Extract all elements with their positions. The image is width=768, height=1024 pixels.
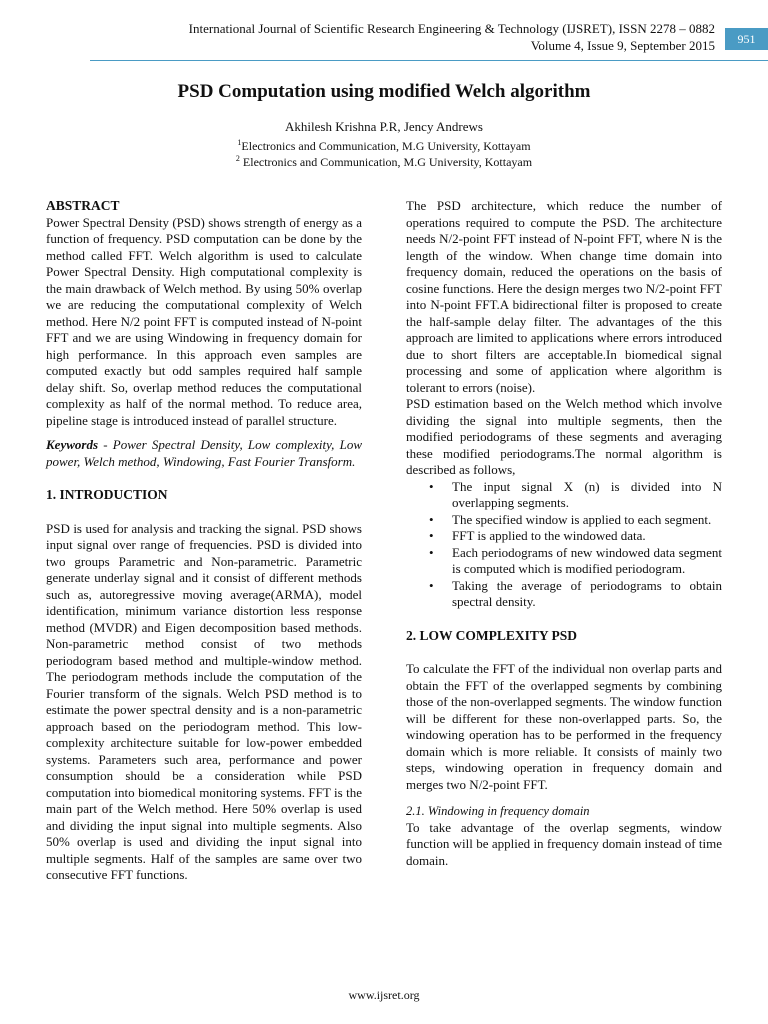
volume-issue: Volume 4, Issue 9, September 2015 — [530, 38, 715, 53]
keywords: Keywords - Power Spectral Density, Low complexity, Low power, Welch method, Windowing, Fast Fourier Transform. — [46, 437, 362, 469]
abstract-heading: ABSTRACT — [46, 198, 120, 213]
list-item: • Taking the average of periodograms to obtain spectral density. — [406, 578, 722, 611]
list-item: • The specified window is applied to each segment. — [406, 512, 722, 529]
right-column — [406, 198, 722, 869]
section2-heading: 2. LOW COMPLEXITY PSD — [406, 627, 578, 643]
architecture-paragraph: The PSD architecture, which reduce the number of operations required to compute the PSD. The architecture needs N/2-point FFT instead of N-point FFT, where N is the length of the window. When change time domain into frequency domain, reduced the operations on the basis of cosine functions. Here the design merges two N/2-point FFT into N-point FFT.A bidirectional filter is proposed to create the half-sample delay filter. The advantages of the this approach are limited to applications where errors introduced due to short filters are acceptable.In biomedical signal processing and some of application where algorithm is tolerant to errors (noise). — [406, 198, 722, 395]
abstract-text: Power Spectral Density (PSD) shows strength of energy as a function of frequency. PSD computation can be done by the method called FFT. Welch algorithm is used to calculate Power Spectral Density. High computational complexity is the main drawback of Welch method. By using 50% overlap we are reducing the computational complexity of Welch method. Here N/2 point FFT is computed instead of N-point FFT and we are using Windowing in frequency domain for high performance. In this approach even samples are computed exactly but odd samples required half sample delay shift. So, overlap method reduces the computational complexity as half of the normal method. To reduce area, pipeline stage is introduced instead of parallel structure. — [46, 214, 362, 428]
affiliation-2: $^2$ Electronics and Communication, M.G University, Kottayam — [235, 154, 533, 169]
introduction-heading: 1. INTRODUCTION — [46, 487, 168, 502]
left-column — [46, 198, 362, 884]
journal-header: International Journal of Scientific Research Engineering & Technology (IJSRET), ISSN 2278 – 0882 — [188, 21, 715, 36]
list-item: • FFT is applied to the windowed data. — [406, 528, 722, 545]
paper-authors: Akhilesh Krishna P.R, Jency Andrews — [285, 119, 483, 134]
paper-title: PSD Computation using modified Welch algorithm — [177, 81, 591, 102]
list-item: • Each periodograms of new windowed data segment is computed which is modified periodogram. — [406, 545, 722, 578]
list-item: • The input signal X (n) is divided into N overlapping segments. — [406, 479, 722, 512]
section2-text: To calculate the FFT of the individual non overlap parts and obtain the FFT of the overlapped segments by combining those of the non-overlapped segments. The window function will be different for these non-overlapped parts. So, the windowing operation has to be performed in the frequency domain which is more reliable. It consists of mainly two steps, windowing operation in frequency domain and merges two N/2-point FFT. — [406, 661, 722, 792]
subsection-heading: 2.1. Windowing in frequency domain — [406, 804, 590, 818]
welch-paragraph: PSD estimation based on the Welch method which involve dividing the signal into multiple segments, then the modified periodograms of these segments and averaging these modified periodograms.The normal algorithm is described as follows, — [406, 396, 722, 477]
subsection-text: To take advantage of the overlap segments, window function will be applied in frequency domain instead of time domain. — [406, 819, 722, 868]
page-number-badge: 951 — [725, 28, 768, 50]
footer-url: www.ijsret.org — [348, 988, 420, 1002]
algorithm-steps-list — [406, 479, 722, 611]
affiliation-1: $^1$Electronics and Communication, M.G University, Kottayam — [237, 138, 531, 153]
header-divider — [90, 60, 768, 61]
introduction-text: PSD is used for analysis and tracking the signal. PSD shows input signal over range of frequencies. PSD is divided into two groups Parametric and Non-parametric. Parametric generate underlay signal and it consist of different methods such as, autoregressive moving average(ARMA), model identification, minimum variance distortion less response method (MVDR) and Eigen decomposition based methods. Non-parametric method consist of two methods periodogram based method and multiple-window method. The periodogram methods include the computation of the Fourier transform of the signals. Welch PSD method is to estimate the power spectral density and is a non-parametric approach based on the periodogram method. This low-complexity architecture suitable for low-power embedded systems. Parameters such area, performance and power consumption should be a consideration while PSD computation into biomedical monitoring systems. FFT is the main part of the Welch method. Here 50% overlap is used and dividing the input signal into multiple segments. Also 50% overlap is used and dividing the input signal into multiple segments. Half of the samples are same over two consecutive FFT functions. — [46, 520, 362, 882]
